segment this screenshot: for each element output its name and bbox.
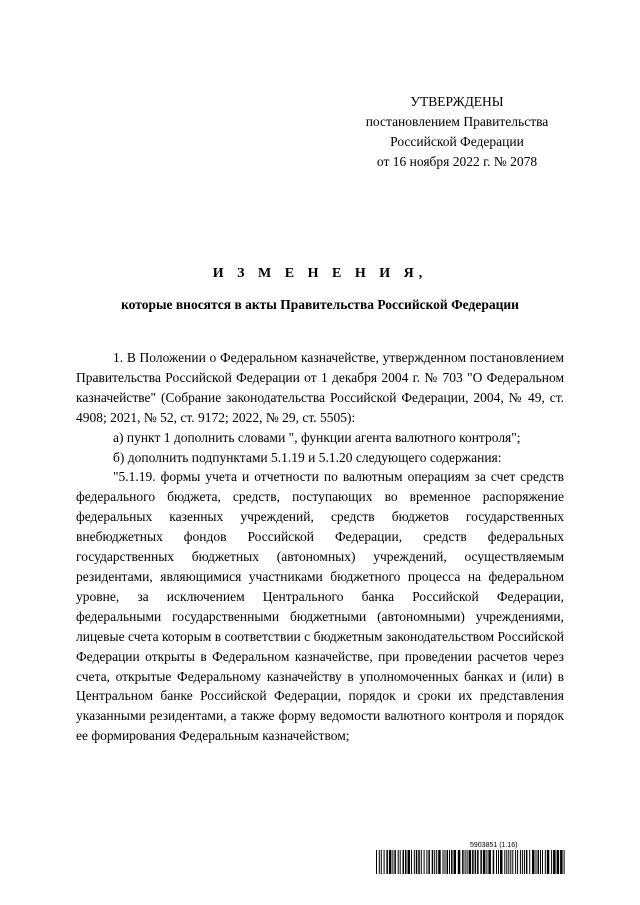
paragraph-4: "5.1.19. формы учета и отчетности по валютным операциям за счет средств федерального бюджета, средств, поступающих во временное распоряжение федеральных казенных учреждений, средств бюджетов государственных внебюджетных фондов Российской Федерации, средств федеральных государственных бюджетных (автономных) учреждений, осуществляемым резидентами, являющимися участниками бюджетного процесса на федеральном уровне, за исключением Центрального банка Российской Федерации, федеральными государственными бюджетными (автономными) учреждениями, лицевые счета которым в соответствии с бюджетным законодательством Российской Федерации открыты в Федеральном казначействе, при проведении расчетов через счета, открытые Федеральному казначейству в уполномоченных банках и (или) в Центральном банке Российской Федерации, порядок и сроки их представления указанными резидентами, а также форму ведомости валютного контроля и порядок ее формирования Федеральным казначейством; bbox=[76, 469, 564, 744]
document-subtitle: которые вносятся в акты Правительства Российской Федерации bbox=[121, 297, 519, 312]
approval-line-approved: УТВЕРЖДЕНЫ bbox=[410, 94, 504, 109]
paragraph-2: а) пункт 1 дополнить словами ", функции агента валютного контроля"; bbox=[113, 429, 521, 445]
document-title: И З М Е Н Е Н И Я, bbox=[212, 266, 428, 281]
document-body bbox=[76, 348, 564, 746]
paragraph-3: б) дополнить подпунктами 5.1.19 и 5.1.20 следующего содержания: bbox=[113, 449, 502, 465]
barcode-number: 5903851 (1.16) bbox=[470, 842, 518, 849]
approval-line-date: от 16 ноября 2022 г. № 2078 bbox=[376, 154, 538, 169]
approval-line-resolution: постановлением Правительства bbox=[365, 114, 549, 129]
barcode-icon bbox=[376, 850, 566, 874]
approval-stamp bbox=[342, 92, 572, 172]
approval-line-federation: Российской Федерации bbox=[390, 134, 524, 149]
paragraph-1: 1. В Положении о Федеральном казначействе, утвержденном постановлением Правительства Российской Федерации от 1 декабря 2004 г. № 703 "О Федеральном казначействе" (Собрание законодательства Российской Федерации, 2004, № 49, ст. 4908; 2021, № 52, ст. 9172; 2022, № 29, ст. 5505): bbox=[76, 350, 564, 425]
